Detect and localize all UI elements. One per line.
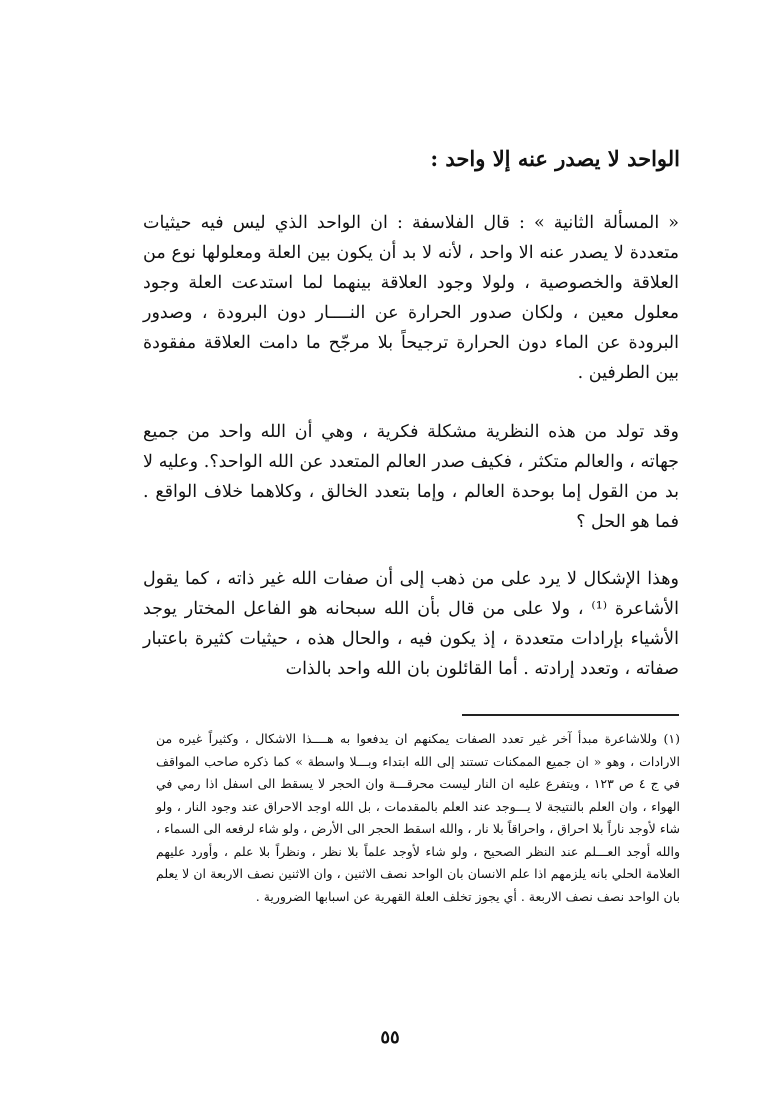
paragraph-1: « المسألة الثانية » : قال الفلاسفة : ان الواحد الذي ليس فيه حيثيات متعددة لا يصدر عنه الا واحد ، لأنه لا بد أن يكون بين العلة ومعلولها نوع من العلاقة والخصوصية ، ولولا وجود العلاقة بينهما لما استدعت العلة وجود معلول معين ، ولكان صدور الحرارة عن النــــار دون البرودة ، وصدور البرودة عن الماء دون الحرارة ترجيحاً بلا مرجّح ما دامت العلاقة مفقودة بين الطرفين . (143, 213, 679, 383)
paragraph-2: وقد تولد من هذه النظرية مشكلة فكرية ، وهي أن الله واحد من جميع جهاته ، والعالم متكثر ، فكيف صدر العالم المتعدد عن الله الواحد؟. وعليه لا بد من القول إما بوحدة العالم ، وإما بتعدد الخالق ، وكلاهما خلاف الواقع . فما هو الحل ؟ (143, 422, 679, 532)
paragraph-3: وهذا الإشكال لا يرد على من ذهب إلى أن صفات الله غير ذاته ، كما يقول الأشاعرة ⁽¹⁾ ، ولا على من قال بأن الله سبحانه هو الفاعل المختار يوجد الأشياء بإرادات متعددة ، إذ يكون فيه ، والحال هذه ، حيثيات كثيرة باعتبار صفاته ، وتعدد إرادته . أما القائلون بان الله واحد بالذات (143, 569, 679, 679)
section-heading: الواحد لا يصدر عنه إلا واحد : (430, 146, 680, 171)
page-number: ٥٥ (380, 1027, 400, 1048)
footnote-separator (462, 714, 679, 716)
footnote: (١) وللاشاعرة مبدأ آخر غير تعدد الصفات يمكنهم ان يدفعوا به هــــذا الاشكال ، وكثيراً غيره من الارادات ، وهو « ان جميع الممكنات تستند إلى الله ابتداء وبـــلا واسطة » كما ذكره صاحب المواقف في ج ٤ ص ١٢٣ ، ويتفرع عليه ان النار ليست محرقـــة وان الحجر لا يسقط الى اسفل اذا رمي في الهواء ، وان العلم بالنتيجة لا يـــوجد عند العلم بالمقدمات ، بل الله اوجد الاحراق عند وجود النار ، ولو شاء لأوجد ناراً بلا احراق ، واحراقاً بلا نار ، والله اسقط الحجر الى الأرض ، ولو شاء لرفعه الى السماء ، والله أوجد العـــلم عند النظر الصحيح ، ولو شاء لأوجد علماً بلا نظر ، ونظراً بلا علم ، وأورد عليهم العلامة الحلي بانه يلزمهم اذا علم الانسان بان الواحد نصف الاثنين ، وان الاثنين نصف الاربعة ان لا يعلم بان الواحد نصف نصف الاربعة . أي يجوز تخلف العلة القهرية عن اسبابها الضرورية . (156, 731, 680, 904)
